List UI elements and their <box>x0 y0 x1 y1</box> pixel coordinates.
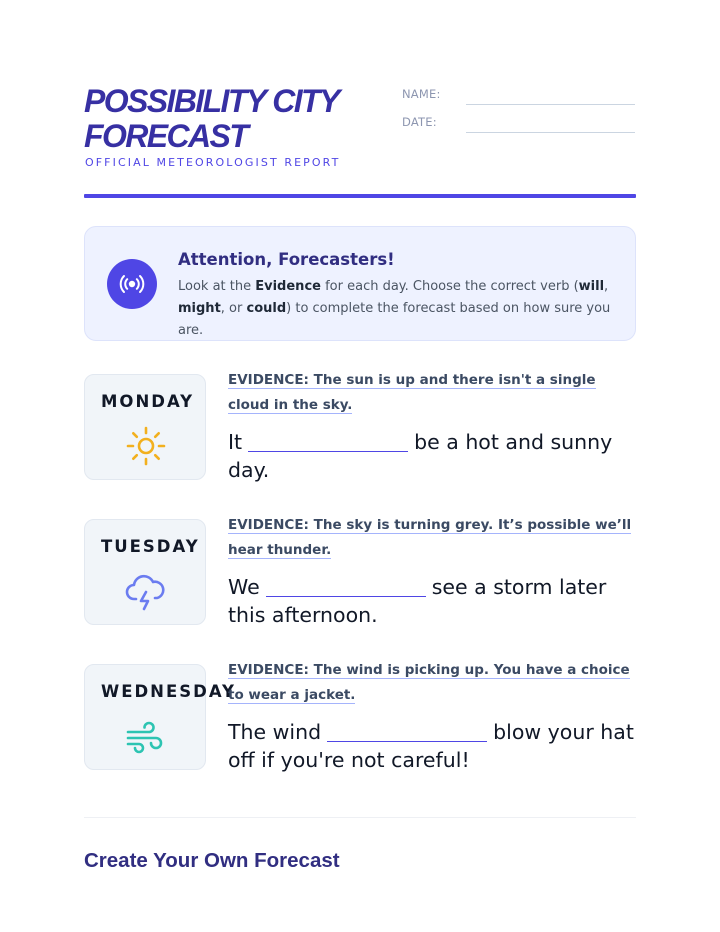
answer-blank-monday[interactable] <box>248 429 408 452</box>
instructions-box <box>84 226 636 341</box>
section-title: Create Your Own Forecast <box>84 849 340 872</box>
instructions-text: Look at the Evidence for each day. Choose the correct verb (will, might, or could) to complete the forecast based on how sure you are. <box>178 279 611 338</box>
answer-blank-wednesday[interactable] <box>327 719 487 742</box>
date-field[interactable] <box>466 132 635 133</box>
header-divider <box>84 194 636 198</box>
evidence-wednesday: EVIDENCE: The wind is picking up. You have a choice to wear a jacket. <box>228 662 630 703</box>
day-name: MONDAY <box>101 392 195 411</box>
day-card-wednesday <box>84 664 236 770</box>
name-field[interactable] <box>466 104 635 105</box>
day-card-tuesday <box>84 519 206 625</box>
section-divider <box>84 817 636 818</box>
evidence-tuesday: EVIDENCE: The sky is turning grey. It’s possible we’ll hear thunder. <box>228 517 632 558</box>
instructions-title: Attention, Forecasters! <box>178 250 395 269</box>
sun-icon <box>125 425 167 467</box>
sentence-monday: It be a hot and sunny day. <box>228 430 613 482</box>
name-label: NAME: <box>402 87 441 101</box>
sentence-wednesday: The wind blow your hat off if you're not careful! <box>228 720 634 772</box>
sentence-tuesday: We see a storm later this afternoon. <box>228 575 607 627</box>
day-name: WEDNESDAY <box>101 682 236 701</box>
date-label: DATE: <box>402 115 437 129</box>
day-card-monday <box>84 374 206 480</box>
page-subtitle: OFFICIAL METEOROLOGIST REPORT <box>85 156 341 169</box>
wind-icon <box>125 715 167 757</box>
evidence-monday: EVIDENCE: The sun is up and there isn't a single cloud in the sky. <box>228 372 596 413</box>
broadcast-icon <box>107 259 157 309</box>
day-name: TUESDAY <box>101 537 200 556</box>
answer-blank-tuesday[interactable] <box>266 574 426 597</box>
page-title: POSSIBILITY CITY FORECAST <box>84 83 339 154</box>
storm-cloud-icon <box>125 570 167 612</box>
